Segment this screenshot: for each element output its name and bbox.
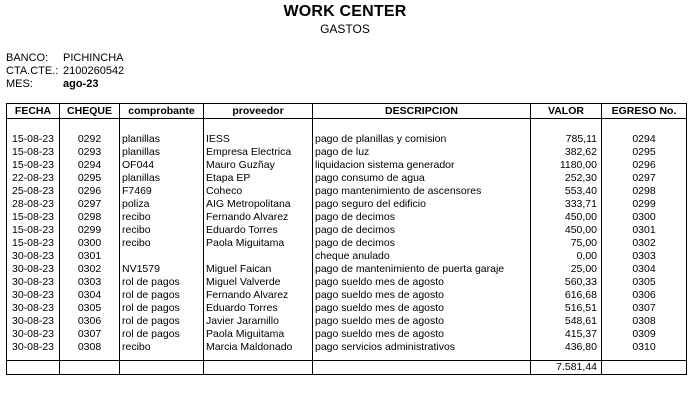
cell-egreso: 0302 — [602, 237, 687, 250]
cell-valor: 333,71 — [531, 198, 602, 211]
cell-proveedor: Fernando Alvarez — [204, 211, 313, 224]
cell-fecha: 22-08-23 — [7, 172, 60, 185]
cell-comprobante: planillas — [120, 133, 204, 146]
cell-comprobante: recibo — [120, 224, 204, 237]
table-row — [7, 289, 687, 302]
cell-comprobante: rol de pagos — [120, 289, 204, 302]
table-row — [7, 237, 687, 250]
cell-cheque: 0306 — [60, 315, 120, 328]
cell-comprobante: rol de pagos — [120, 328, 204, 341]
table-row — [7, 263, 687, 276]
cell-proveedor: Etapa EP — [204, 172, 313, 185]
table-row — [7, 250, 687, 263]
cell-fecha: 30-08-23 — [7, 341, 60, 354]
col-header-comprobante: comprobante — [120, 104, 204, 119]
cell-comprobante: poliza — [120, 198, 204, 211]
cell-cheque: 0301 — [60, 250, 120, 263]
table-row — [7, 185, 687, 198]
cell-egreso: 0300 — [602, 211, 687, 224]
cell-proveedor: Miguel Valverde — [204, 276, 313, 289]
cell-descripcion: pago de decimos — [313, 237, 531, 250]
document-subtitle: GASTOS — [320, 22, 370, 36]
cell-valor: 450,00 — [531, 224, 602, 237]
cell-egreso: 0296 — [602, 159, 687, 172]
cell-fecha: 30-08-23 — [7, 315, 60, 328]
bank-info — [6, 52, 124, 65]
cell-descripcion: cheque anulado — [313, 250, 531, 263]
cell-descripcion: pago consumo de agua — [313, 172, 531, 185]
cell-proveedor: Mauro Guzñay — [204, 159, 313, 172]
cell-fecha: 15-08-23 — [7, 224, 60, 237]
cell-cheque: 0300 — [60, 237, 120, 250]
month-info — [6, 78, 98, 91]
cell-descripcion: pago sueldo mes de agosto — [313, 276, 531, 289]
cell-egreso: 0305 — [602, 276, 687, 289]
cell-fecha: 30-08-23 — [7, 302, 60, 315]
cell-cheque: 0294 — [60, 159, 120, 172]
cell-valor: 436,80 — [531, 341, 602, 354]
cell-valor: 548,61 — [531, 315, 602, 328]
cell-valor: 516,51 — [531, 302, 602, 315]
cell-proveedor: Paola Miguitama — [204, 237, 313, 250]
bank-label: BANCO: — [6, 52, 49, 64]
cell-comprobante: rol de pagos — [120, 315, 204, 328]
cell-proveedor: Fernando Alvarez — [204, 289, 313, 302]
cell-descripcion: pago seguro del edificio — [313, 198, 531, 211]
cell-descripcion: pago sueldo mes de agosto — [313, 289, 531, 302]
table-row — [7, 302, 687, 315]
table-row — [7, 146, 687, 159]
cell-comprobante — [120, 250, 204, 263]
cell-cheque: 0293 — [60, 146, 120, 159]
cell-valor: 553,40 — [531, 185, 602, 198]
cell-fecha: 15-08-23 — [7, 133, 60, 146]
col-header-cheque: CHEQUE — [60, 104, 120, 119]
cell-proveedor: Empresa Electrica — [204, 146, 313, 159]
cell-valor: 1180,00 — [531, 159, 602, 172]
col-header-valor: VALOR — [531, 104, 602, 119]
cell-cheque: 0307 — [60, 328, 120, 341]
cell-cheque: 0296 — [60, 185, 120, 198]
account-info — [6, 65, 124, 78]
expenses-table — [6, 103, 687, 375]
cell-valor: 382,62 — [531, 146, 602, 159]
cell-comprobante: F7469 — [120, 185, 204, 198]
cell-fecha: 30-08-23 — [7, 328, 60, 341]
month-label: MES: — [6, 78, 33, 90]
cell-cheque: 0295 — [60, 172, 120, 185]
cell-egreso: 0301 — [602, 224, 687, 237]
bank-value: PICHINCHA — [63, 52, 124, 64]
cell-egreso: 0303 — [602, 250, 687, 263]
cell-comprobante: OF044 — [120, 159, 204, 172]
spacer-row — [7, 119, 687, 134]
cell-egreso: 0294 — [602, 133, 687, 146]
cell-egreso: 0299 — [602, 198, 687, 211]
cell-fecha: 30-08-23 — [7, 263, 60, 276]
table-row — [7, 172, 687, 185]
cell-descripcion: pago servicios administrativos — [313, 341, 531, 354]
cell-valor: 25,00 — [531, 263, 602, 276]
cell-descripcion: pago de luz — [313, 146, 531, 159]
account-label: CTA.CTE.: — [6, 65, 59, 77]
document-title: WORK CENTER — [283, 3, 407, 20]
cell-cheque: 0305 — [60, 302, 120, 315]
col-header-fecha: FECHA — [7, 104, 60, 119]
cell-comprobante: recibo — [120, 211, 204, 224]
cell-egreso: 0298 — [602, 185, 687, 198]
cell-fecha: 30-08-23 — [7, 250, 60, 263]
cell-comprobante: rol de pagos — [120, 276, 204, 289]
cell-proveedor: Miguel Faican — [204, 263, 313, 276]
cell-fecha: 28-08-23 — [7, 198, 60, 211]
cell-valor: 450,00 — [531, 211, 602, 224]
table-body — [7, 119, 687, 361]
cell-fecha: 25-08-23 — [7, 185, 60, 198]
cell-fecha: 15-08-23 — [7, 237, 60, 250]
cell-descripcion: pago de planillas y comision — [313, 133, 531, 146]
cell-egreso: 0309 — [602, 328, 687, 341]
table-row — [7, 276, 687, 289]
total-row — [7, 361, 687, 375]
cell-proveedor: Paola Miguitama — [204, 328, 313, 341]
cell-cheque: 0292 — [60, 133, 120, 146]
table-row — [7, 224, 687, 237]
cell-proveedor: Coheco — [204, 185, 313, 198]
table-row — [7, 328, 687, 341]
cell-cheque: 0304 — [60, 289, 120, 302]
cell-cheque: 0303 — [60, 276, 120, 289]
cell-fecha: 30-08-23 — [7, 289, 60, 302]
cell-fecha: 15-08-23 — [7, 146, 60, 159]
table-header-row — [7, 104, 687, 119]
table-row — [7, 133, 687, 146]
table-row — [7, 198, 687, 211]
cell-egreso: 0295 — [602, 146, 687, 159]
cell-valor: 785,11 — [531, 133, 602, 146]
cell-proveedor — [204, 250, 313, 263]
cell-valor: 616,68 — [531, 289, 602, 302]
cell-proveedor: Eduardo Torres — [204, 224, 313, 237]
cell-cheque: 0299 — [60, 224, 120, 237]
cell-egreso: 0306 — [602, 289, 687, 302]
cell-valor: 75,00 — [531, 237, 602, 250]
cell-valor: 0,00 — [531, 250, 602, 263]
cell-proveedor: IESS — [204, 133, 313, 146]
cell-descripcion: pago de decimos — [313, 211, 531, 224]
cell-egreso: 0308 — [602, 315, 687, 328]
cell-egreso: 0310 — [602, 341, 687, 354]
total-value: 7.581,44 — [531, 361, 602, 375]
cell-proveedor: AIG Metropolitana — [204, 198, 313, 211]
col-header-proveedor: proveedor — [204, 104, 313, 119]
cell-egreso: 0304 — [602, 263, 687, 276]
cell-fecha: 15-08-23 — [7, 159, 60, 172]
cell-comprobante: rol de pagos — [120, 302, 204, 315]
col-header-egreso: EGRESO No. — [602, 104, 687, 119]
cell-descripcion: pago sueldo mes de agosto — [313, 328, 531, 341]
cell-valor: 415,37 — [531, 328, 602, 341]
month-value: ago-23 — [63, 78, 99, 90]
cell-fecha: 30-08-23 — [7, 276, 60, 289]
cell-descripcion: pago de mantenimiento de puerta garaje — [313, 263, 531, 276]
cell-comprobante: recibo — [120, 341, 204, 354]
cell-descripcion: pago mantenimiento de ascensores — [313, 185, 531, 198]
col-header-descripcion: DESCRIPCION — [313, 104, 531, 119]
cell-descripcion: pago de decimos — [313, 224, 531, 237]
cell-descripcion: pago sueldo mes de agosto — [313, 315, 531, 328]
cell-valor: 560,33 — [531, 276, 602, 289]
cell-cheque: 0302 — [60, 263, 120, 276]
cell-proveedor: Marcia Maldonado — [204, 341, 313, 354]
cell-comprobante: planillas — [120, 146, 204, 159]
cell-comprobante: NV1579 — [120, 263, 204, 276]
cell-comprobante: planillas — [120, 172, 204, 185]
cell-descripcion: pago sueldo mes de agosto — [313, 302, 531, 315]
account-value: 2100260542 — [63, 65, 125, 77]
cell-cheque: 0308 — [60, 341, 120, 354]
cell-egreso: 0307 — [602, 302, 687, 315]
cell-descripcion: liquidacion sistema generador — [313, 159, 531, 172]
cell-cheque: 0298 — [60, 211, 120, 224]
table-row — [7, 159, 687, 172]
cell-proveedor: Javier Jaramillo — [204, 315, 313, 328]
table-row — [7, 315, 687, 328]
cell-valor: 252,30 — [531, 172, 602, 185]
table-row — [7, 211, 687, 224]
cell-cheque: 0297 — [60, 198, 120, 211]
cell-proveedor: Eduardo Torres — [204, 302, 313, 315]
cell-egreso: 0297 — [602, 172, 687, 185]
cell-fecha: 15-08-23 — [7, 211, 60, 224]
cell-comprobante: recibo — [120, 237, 204, 250]
table-row — [7, 341, 687, 354]
